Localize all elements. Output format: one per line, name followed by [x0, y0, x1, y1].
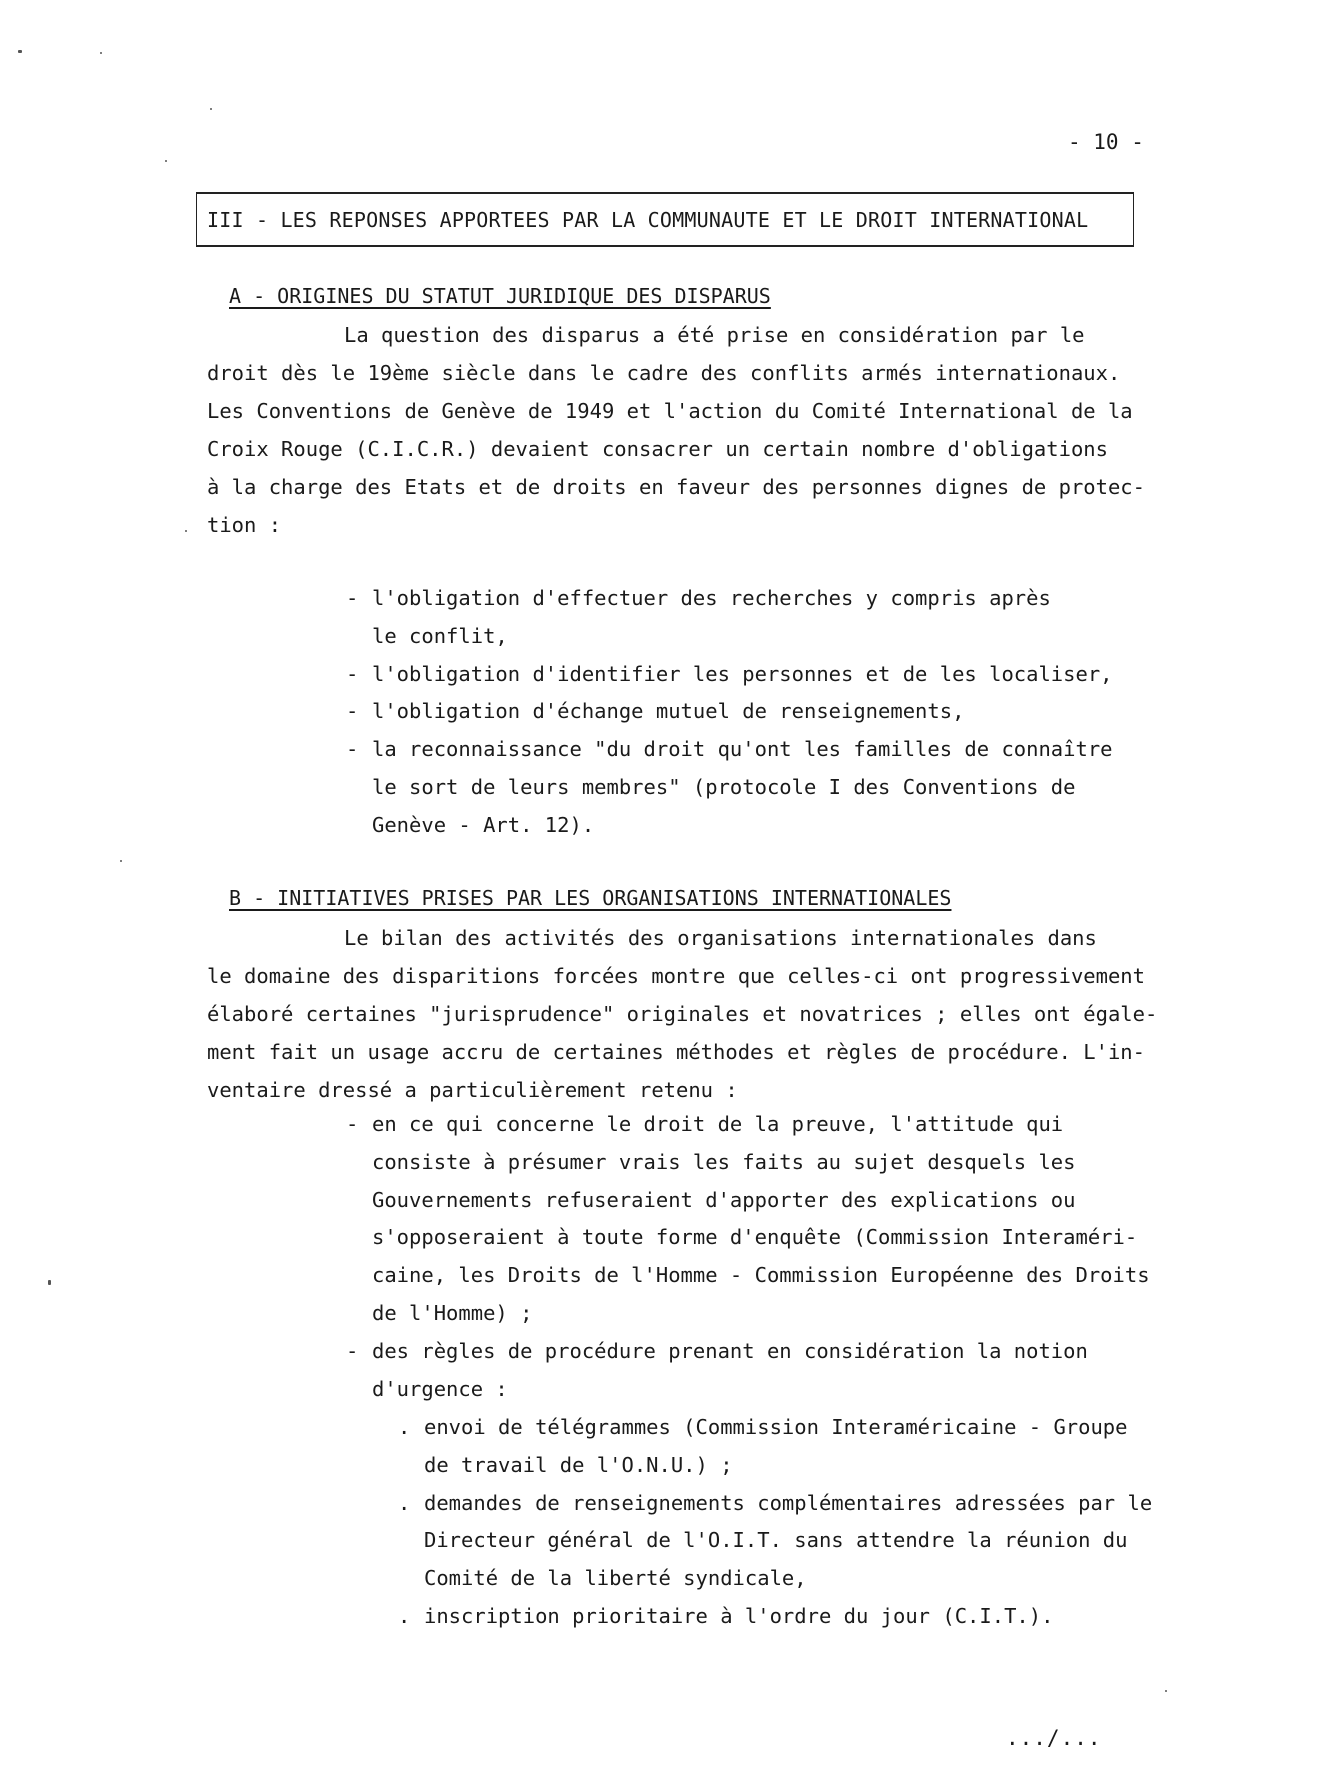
scan-speck — [100, 52, 102, 54]
part-b-list — [346, 1106, 1150, 1408]
list-item: - l'obligation d'échange mutuel de renseignements, — [372, 693, 1113, 731]
scan-speck — [1165, 1690, 1167, 1692]
scan-speck — [18, 50, 22, 53]
list-item-line: l'obligation d'échange mutuel de renseignements, — [372, 699, 965, 724]
paragraph-line: tion : — [207, 513, 282, 537]
list-item-line: de l'Homme) ; — [372, 1300, 533, 1325]
sub-list-item: . inscription prioritaire à l'ordre du jour (C.I.T.). — [424, 1598, 1152, 1636]
list-item: - en ce qui concerne le droit de la preuve, l'attitude qui consiste à présumer vrais les faits au sujet desquels les Gouvernements refuseraient d'apporter des explications ou s'opposeraient à toute forme d'enquête (Commission Interaméri- caine, les Droits de l'Homme - Commission Européenne des Droits de l'Homme) ; — [372, 1106, 1150, 1333]
continuation-mark: .../... — [1006, 1726, 1102, 1750]
sub-list-item-line: Directeur général de l'O.I.T. sans attendre la réunion du — [424, 1528, 1128, 1553]
part-a-list — [346, 580, 1113, 845]
paragraph-line: La question des disparus a été prise en considération par le — [344, 323, 1085, 347]
scan-speck — [48, 1280, 51, 1285]
paragraph-line: Les Conventions de Genève de 1949 et l'action du Comité International de la — [207, 399, 1133, 423]
list-item-line: d'urgence : — [372, 1376, 508, 1401]
list-item: - l'obligation d'identifier les personnes et de les localiser, — [372, 656, 1113, 694]
list-item-line: s'opposeraient à toute forme d'enquête (Commission Interaméri- — [372, 1225, 1138, 1250]
sub-list-item: . demandes de renseignements complémentaires adressées par le Directeur général de l'O.I.T. sans attendre la réunion du Comité de la liberté syndicale, — [424, 1485, 1152, 1598]
part-b-paragraph — [207, 919, 1187, 1109]
sub-list-item-line: envoi de télégrammes (Commission Interaméricaine - Groupe — [424, 1415, 1128, 1439]
sub-list-item-line: Comité de la liberté syndicale, — [424, 1566, 807, 1591]
paragraph-line: ventaire dressé a particulièrement retenu : — [207, 1078, 738, 1102]
list-item: - des règles de procédure prenant en considération la notion d'urgence : — [372, 1333, 1150, 1409]
paragraph-line: Croix Rouge (C.I.C.R.) devaient consacrer un certain nombre d'obligations — [207, 437, 1108, 461]
part-a-paragraph — [207, 316, 1187, 544]
scan-speck — [120, 860, 122, 862]
section-title: III - LES REPONSES APPORTEES PAR LA COMMUNAUTE ET LE DROIT INTERNATIONAL — [207, 208, 1089, 232]
list-item-line: le sort de leurs membres" (protocole I des Conventions de — [372, 774, 1076, 799]
paragraph-line: ment fait un usage accru de certaines méthodes et règles de procédure. L'in- — [207, 1040, 1145, 1064]
paragraph-line: droit dès le 19ème siècle dans le cadre des conflits armés internationaux. — [207, 361, 1121, 385]
list-item-line: caine, les Droits de l'Homme - Commission Européenne des Droits — [372, 1263, 1150, 1288]
part-b-sublist — [398, 1409, 1153, 1636]
paragraph-line: élaboré certaines "jurisprudence" originales et novatrices ; elles ont égale- — [207, 1002, 1158, 1026]
paragraph-line: le domaine des disparitions forcées montre que celles-ci ont progressivement — [207, 964, 1145, 988]
list-item: - la reconnaissance "du droit qu'ont les familles de connaître le sort de leurs membres" (protocole I des Conventions de Genève - Art. 12). — [372, 731, 1113, 844]
page-number: - 10 - — [1068, 130, 1144, 154]
sub-list-item-line: de travail de l'O.N.U.) ; — [424, 1452, 733, 1477]
list-item-line: l'obligation d'effectuer des recherches y compris après — [372, 586, 1051, 610]
list-item-line: en ce qui concerne le droit de la preuve, l'attitude qui — [372, 1112, 1064, 1136]
list-item-line: consiste à présumer vrais les faits au sujet desquels les — [372, 1149, 1076, 1174]
list-item-line: Genève - Art. 12). — [372, 812, 595, 837]
scan-speck — [210, 108, 212, 110]
list-item-line: la reconnaissance "du droit qu'ont les familles de connaître — [372, 737, 1113, 762]
part-b-heading: B - INITIATIVES PRISES PAR LES ORGANISATIONS INTERNATIONALES — [229, 886, 952, 910]
part-a-heading: A - ORIGINES DU STATUT JURIDIQUE DES DISPARUS — [229, 284, 771, 308]
paragraph-line: à la charge des Etats et de droits en faveur des personnes dignes de protec- — [207, 475, 1145, 499]
scan-speck — [185, 530, 187, 532]
paragraph-line: Le bilan des activités des organisations internationales dans — [344, 926, 1097, 950]
list-item-line: des règles de procédure prenant en considération la notion — [372, 1338, 1088, 1363]
scan-speck — [165, 160, 167, 162]
list-item: - l'obligation d'effectuer des recherches y compris après le conflit, — [372, 580, 1113, 656]
list-item-line: le conflit, — [372, 623, 508, 648]
section-title-box — [196, 192, 1134, 247]
sub-list-item-line: demandes de renseignements complémentaires adressées par le — [424, 1490, 1153, 1515]
sub-list-item-line: inscription prioritaire à l'ordre du jour (C.I.T.). — [424, 1603, 1054, 1628]
list-item-line: Gouvernements refuseraient d'apporter des explications ou — [372, 1187, 1076, 1212]
sub-list-item: . envoi de télégrammes (Commission Interaméricaine - Groupe de travail de l'O.N.U.) ; — [424, 1409, 1152, 1485]
list-item-line: l'obligation d'identifier les personnes et de les localiser, — [372, 661, 1113, 686]
